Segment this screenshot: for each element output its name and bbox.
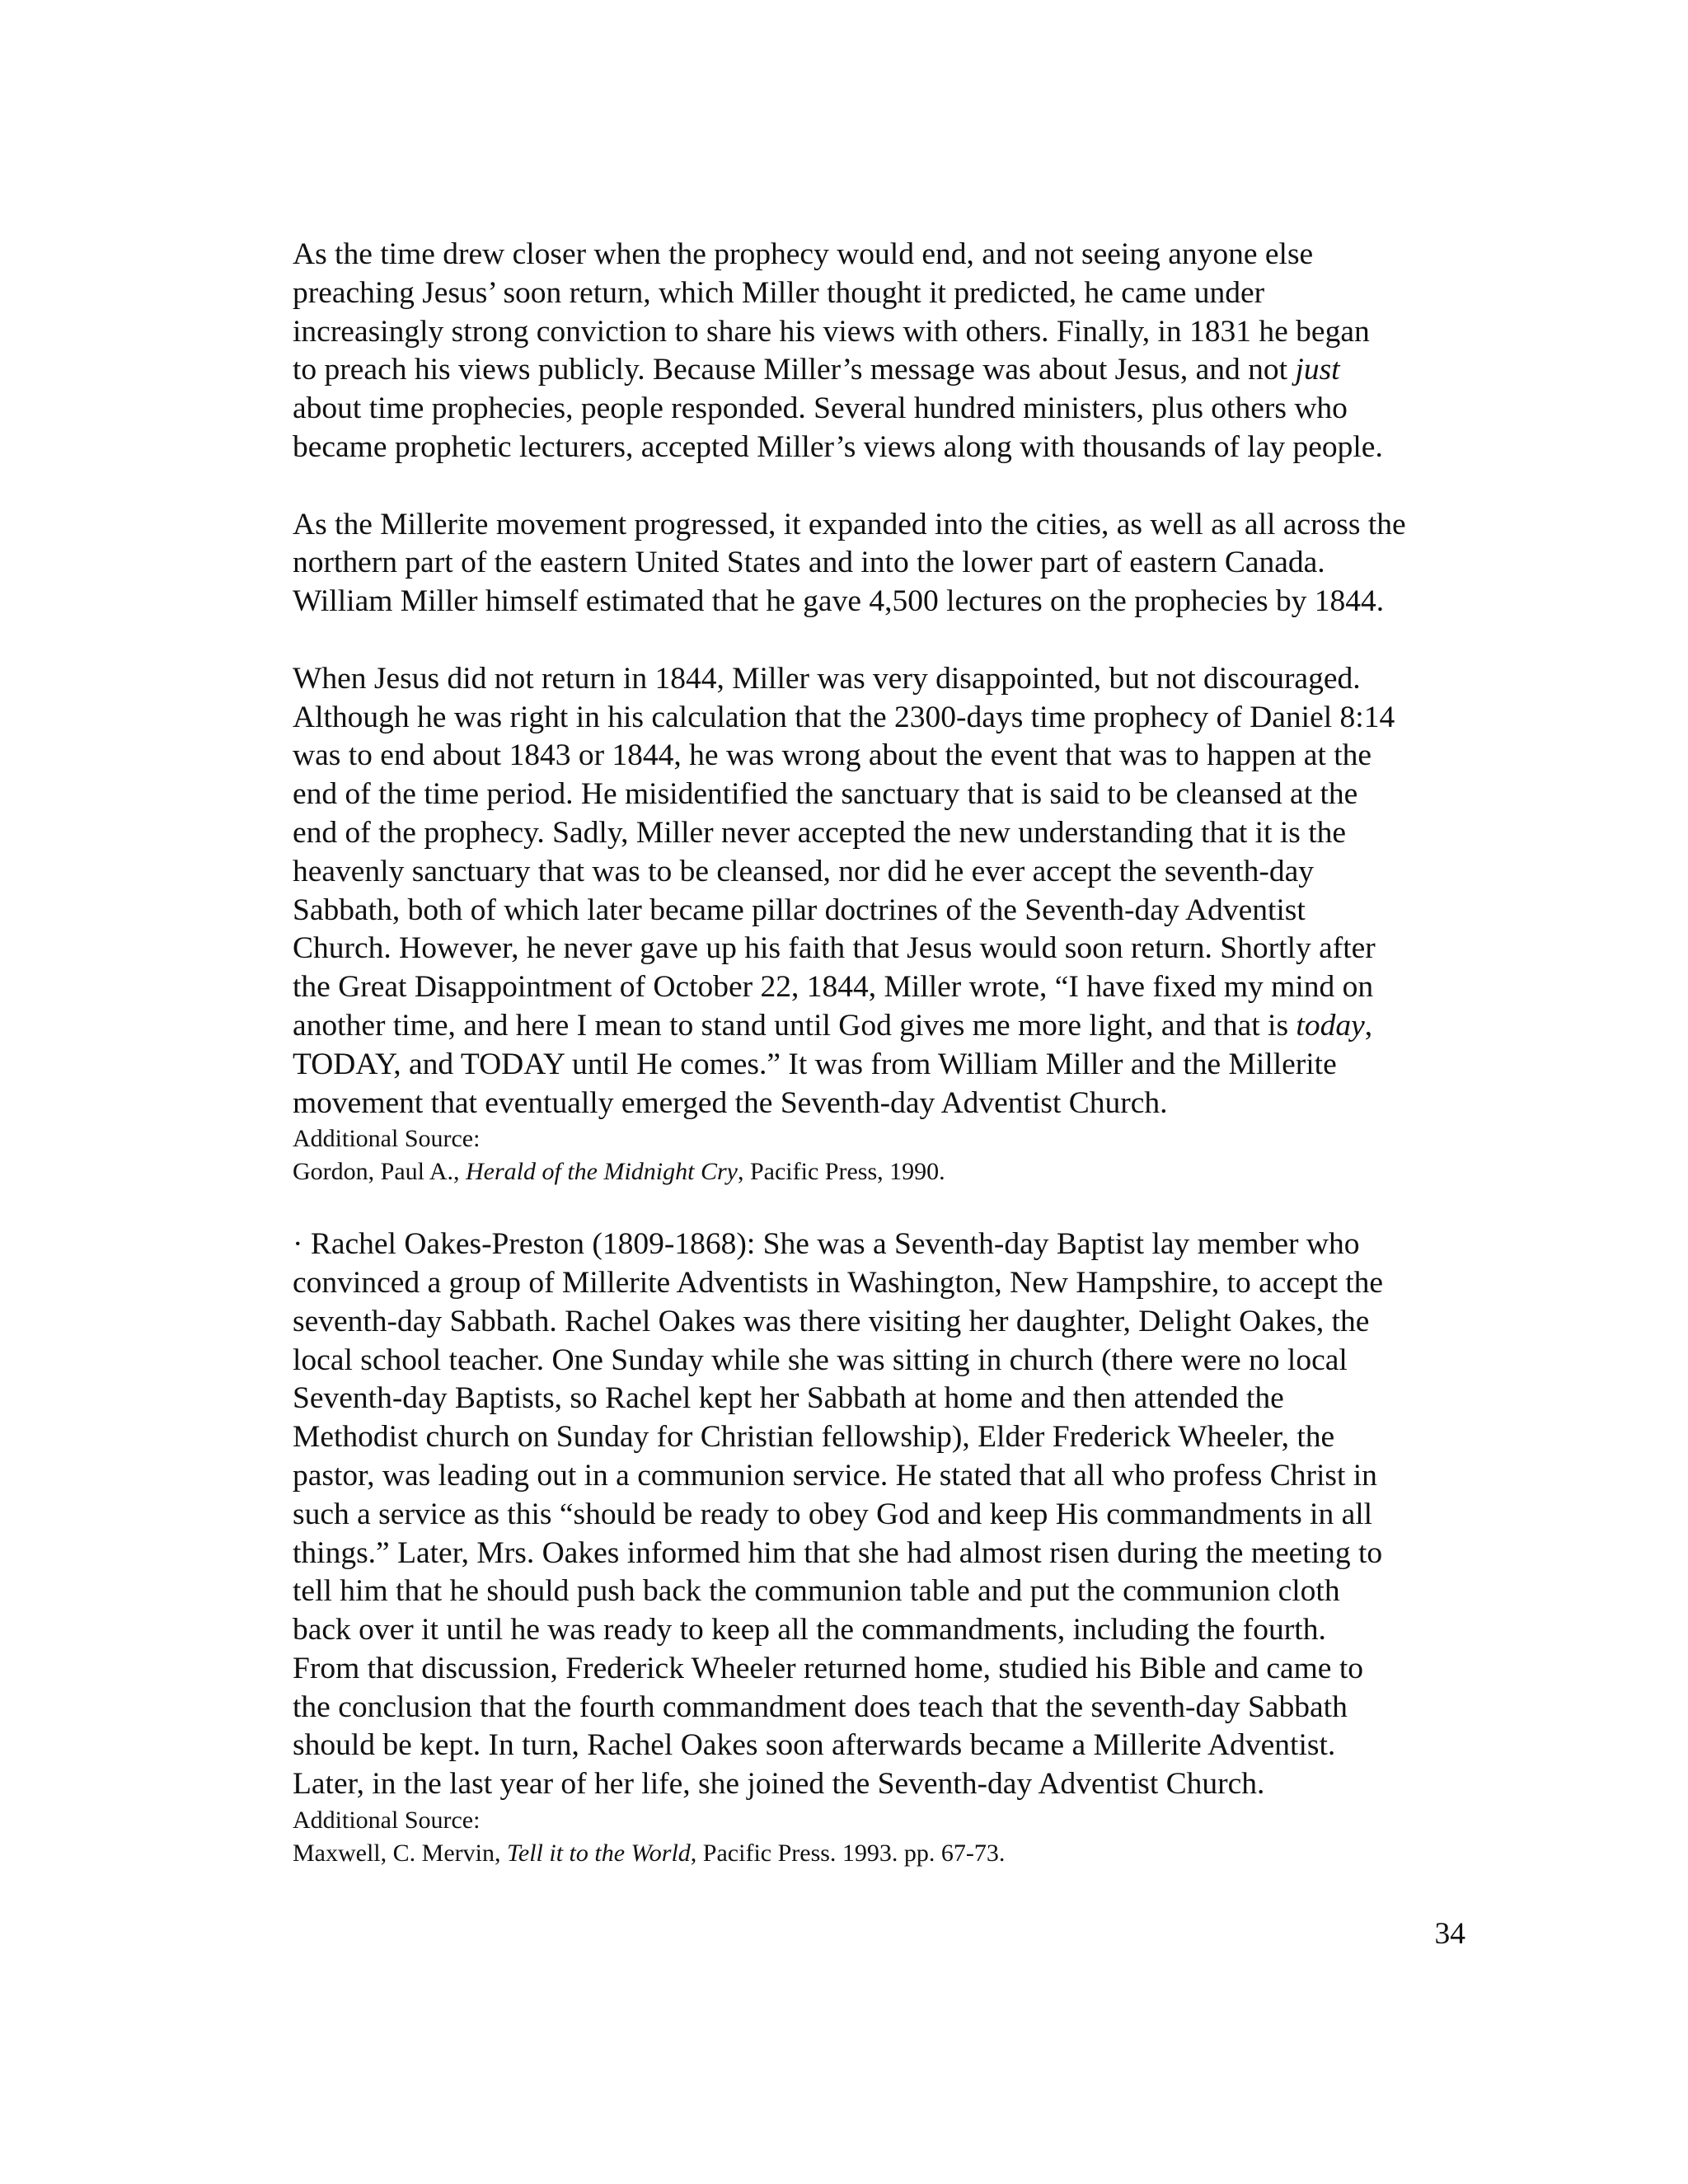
text-line: heavenly sanctuary that was to be cleansed, nor did he ever accept the seventh-day (293, 854, 1315, 888)
citation-author: Gordon, Paul A., (293, 1158, 466, 1186)
text-line: TODAY, and TODAY until He comes.” It was from William Miller and the Millerite (293, 1047, 1337, 1081)
text-line: tell him that he should push back the communion table and put the communion cloth (293, 1574, 1340, 1609)
text-line: preaching Jesus’ soon return, which Miller thought it predicted, he came under (293, 275, 1265, 310)
text-line: things.” Later, Mrs. Oakes informed him that she had almost risen during the meeting to (293, 1535, 1383, 1570)
citation-publisher: , Pacific Press. 1993. pp. 67-73. (690, 1840, 1006, 1868)
text-line: increasingly strong conviction to share his views with others. Finally, in 1831 he began (293, 314, 1370, 349)
text-line: back over it until he was ready to keep all the commandments, including the fourth. (293, 1613, 1326, 1647)
text-line: Although he was right in his calculation that the 2300-days time prophecy of Daniel 8:14 (293, 700, 1395, 734)
text-line: such a service as this “should be ready to obey God and keep His commandments in all (293, 1497, 1373, 1531)
text-segment: another time, and here I mean to stand until God gives me more light, and that is (293, 1008, 1296, 1043)
text-line: Church. However, he never gave up his faith that Jesus would soon return. Shortly after (293, 931, 1376, 966)
text-line: end of the prophecy. Sadly, Miller never accepted the new understanding that it is the (293, 815, 1347, 850)
text-line: was to end about 1843 or 1844, he was wrong about the event that was to happen at the (293, 738, 1372, 773)
text-line: became prophetic lecturers, accepted Miller’s views along with thousands of lay people. (293, 429, 1383, 464)
text-line: convinced a group of Millerite Adventists in Washington, New Hampshire, to accept the (293, 1265, 1384, 1300)
source-label: Additional Source: (293, 1807, 481, 1835)
text-line: northern part of the eastern United States and into the lower part of eastern Canada. (293, 546, 1325, 580)
paragraph-millerite-movement (293, 506, 1488, 621)
text-line: When Jesus did not return in 1844, Miller was very disappointed, but not discouraged. (293, 661, 1361, 696)
text-line: · Rachel Oakes-Preston (1809-1868): She was a Seventh-day Baptist lay member who (293, 1227, 1360, 1262)
citation-author: Maxwell, C. Mervin, (293, 1840, 507, 1868)
source-citation (293, 1839, 1488, 1868)
text-line (293, 1007, 1488, 1046)
text-line: movement that eventually emerged the Seventh-day Adventist Church. (293, 1085, 1168, 1120)
citation-title: Herald of the Midnight Cry (466, 1158, 738, 1186)
text-line: From that discussion, Frederick Wheeler returned home, studied his Bible and came to (293, 1651, 1363, 1685)
document-page (293, 236, 1488, 1868)
emphasis-today: today (1296, 1008, 1365, 1043)
text-segment: to preach his views publicly. Because Miller’s message was about Jesus, and not (293, 353, 1296, 387)
text-line: Seventh-day Baptists, so Rachel kept her Sabbath at home and then attended the (293, 1381, 1284, 1416)
emphasis-just: just (1295, 353, 1340, 387)
text-line: seventh-day Sabbath. Rachel Oakes was there visiting her daughter, Delight Oakes, the (293, 1304, 1370, 1338)
source-label: Additional Source: (293, 1125, 481, 1153)
text-line: pastor, was leading out in a communion service. He stated that all who profess Christ in (293, 1458, 1377, 1493)
text-line: Sabbath, both of which later became pillar doctrines of the Seventh-day Adventist (293, 893, 1306, 927)
text-line: end of the time period. He misidentified the sanctuary that is said to be cleansed at the (293, 777, 1358, 812)
paragraph-rachel-oakes-preston (293, 1226, 1488, 1804)
text-line: the conclusion that the fourth commandment does teach that the seventh-day Sabbath (293, 1690, 1348, 1724)
citation-title: Tell it to the World (506, 1840, 691, 1868)
text-line: William Miller himself estimated that he gave 4,500 lectures on the prophecies by 1844. (293, 584, 1385, 619)
paragraph-miller-preaching (293, 236, 1488, 467)
text-line: should be kept. In turn, Rachel Oakes soon afterwards became a Millerite Adventist. (293, 1728, 1336, 1763)
page-number: 34 (1434, 1917, 1465, 1951)
paragraph-spacer (293, 467, 1488, 506)
source-citation (293, 1157, 1488, 1187)
paragraph-spacer (293, 1187, 1488, 1226)
text-line: Methodist church on Sunday for Christian fellowship), Elder Frederick Wheeler, the (293, 1420, 1335, 1455)
paragraph-great-disappointment (293, 660, 1488, 1123)
text-line: local school teacher. One Sunday while she was sitting in church (there were no local (293, 1343, 1348, 1377)
text-line: about time prophecies, people responded. Several hundred ministers, plus others who (293, 391, 1348, 426)
text-line (293, 351, 1488, 390)
paragraph-spacer (293, 621, 1488, 660)
text-line: As the Millerite movement progressed, it expanded into the cities, as well as all across the (293, 507, 1406, 541)
text-segment: , (1364, 1008, 1373, 1043)
citation-publisher: , Pacific Press, 1990. (737, 1158, 945, 1186)
text-line: Later, in the last year of her life, she joined the Seventh-day Adventist Church. (293, 1767, 1265, 1802)
text-line: As the time drew closer when the prophecy would end, and not seeing anyone else (293, 237, 1314, 271)
text-line: the Great Disappointment of October 22, 1844, Miller wrote, “I have fixed my mind on (293, 970, 1374, 1005)
